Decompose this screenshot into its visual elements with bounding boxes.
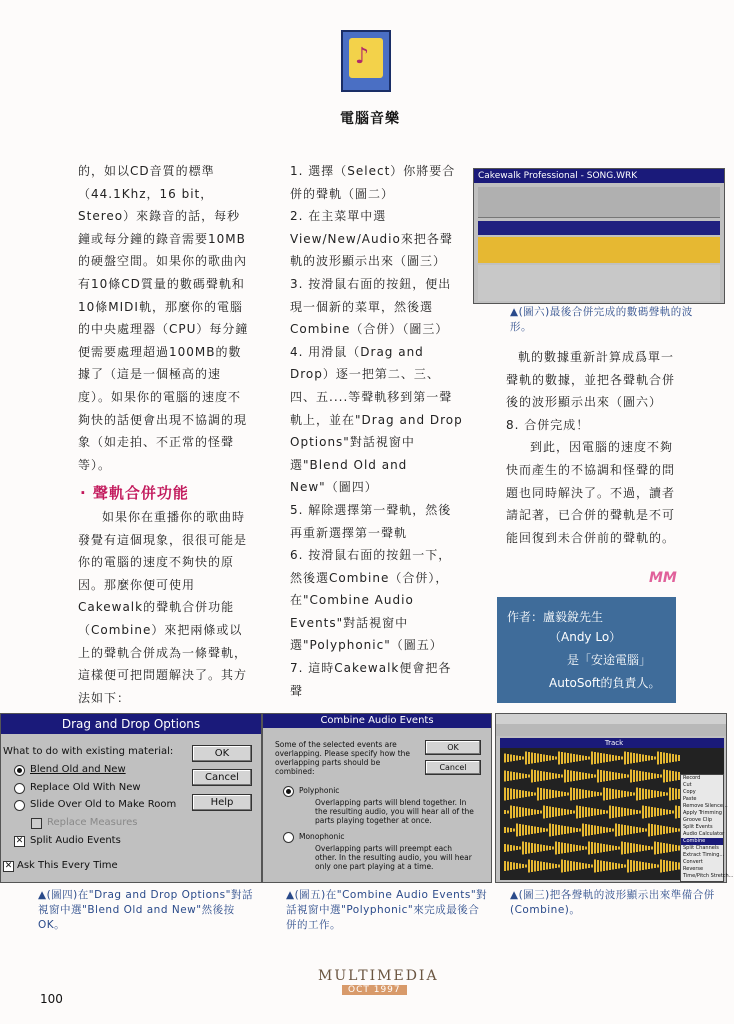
context-menu-item[interactable]: Remove Silence...: [683, 803, 728, 809]
radio-polyphonic[interactable]: [283, 786, 294, 797]
context-menu-item[interactable]: Convert: [683, 859, 703, 865]
music-logo-icon: ♪: [341, 30, 391, 92]
fig6-waveform-bottom: [478, 265, 720, 301]
option-polyphonic-label[interactable]: Polyphonic: [299, 786, 340, 795]
dlg1-question: What to do with existing material:: [3, 746, 174, 757]
col3-closing: 到此，因電腦的速度不夠快而產生的不協調和怪聲的問題也同時解決了。不過，讀者請記著，已合併的聲軌是不可能回復到未合併前的聲軌的。: [506, 440, 676, 545]
radio-slide[interactable]: [14, 800, 25, 811]
column-2-steps: [290, 160, 464, 702]
option-monophonic-label[interactable]: Monophonic: [299, 832, 345, 841]
fig3-menubar: [496, 714, 726, 724]
fig3-caption: ▲(圖三)把各聲軌的波形顯示出來準備合併(Combine)。: [510, 889, 715, 916]
checkbox-ask-every-time[interactable]: ✕: [4, 861, 13, 871]
step-item: 7. 這時Cakewalk便會把各聲: [290, 661, 452, 698]
context-menu-item[interactable]: Split Events: [683, 824, 713, 830]
fig6-track-panel: [478, 221, 720, 235]
figure-6-screenshot: [473, 168, 725, 304]
context-menu-item[interactable]: Split Channels: [683, 845, 719, 851]
author-name: 作者：盧毅銳先生: [507, 610, 604, 624]
context-menu-item[interactable]: Audio Calculator: [683, 831, 725, 837]
fig5-cancel-button[interactable]: Cancel: [425, 760, 481, 775]
ok-button[interactable]: OK: [192, 745, 252, 762]
multimedia-magazine-logo: [316, 968, 444, 1000]
dlg2-intro: Some of the selected events are overlapping. Please specify how the overlapping parts should be combined:: [275, 740, 411, 776]
context-menu-item[interactable]: Copy: [683, 789, 696, 795]
dlg2-titlebar: Combine Audio Events: [263, 714, 491, 728]
context-menu-item[interactable]: Extract Timing...: [683, 852, 725, 858]
author-role: AutoSoft的負責人。: [549, 676, 661, 690]
fig6-waveform: [478, 237, 720, 263]
context-menu-item[interactable]: Cut: [683, 782, 692, 788]
magazine-issue: OCT 1997: [342, 985, 407, 995]
fig3-toolbar: [496, 724, 726, 736]
step-item: 4. 用滑鼠（Drag and Drop）逐一把第二、三、四、五....等聲軌移到第一聲軌上，並在"Drag and Drop Options"對話視窗中選"Blend Old and New"（圖四）: [290, 344, 463, 495]
column-1b-text: [78, 506, 250, 709]
option-blend-label[interactable]: Blend Old and New: [30, 764, 126, 775]
option-monophonic-desc: Overlapping parts will preempt each other. In the resulting audio, you will hear only one part playing at a time.: [315, 844, 472, 871]
heading-text: 聲軌合併功能: [92, 484, 189, 502]
checkbox-ask-label[interactable]: Ask This Every Time: [17, 860, 118, 871]
radio-monophonic[interactable]: [283, 832, 294, 843]
column-1-text: [78, 160, 250, 476]
paragraph-2: 如果你在重播你的歌曲時發覺有這個現象，很很可能是你的電腦的速度不夠快的原因。那麼你便可使用Cakewalk的聲軌合併功能（Combine）來把兩條或以上的聲軌合併成為一條聲軌，這樣便可把問題解決了。其方法如下：: [78, 510, 248, 705]
context-menu-item[interactable]: Time/Pitch Stretch...: [683, 873, 734, 879]
section-heading: · 聲軌合併功能: [80, 484, 189, 502]
column-3-text: [506, 346, 682, 549]
fig5-caption: ▲(圖五)在"Combine Audio Events"對話視窗中選"Polyphonic"來完成最後合併的工作。: [286, 889, 488, 931]
author-company: 是「安途電腦」: [567, 653, 652, 667]
context-menu-item[interactable]: Apply Trimming: [683, 810, 722, 816]
step-item: 1. 選擇（Select）你將要合併的聲軌（圖二）: [290, 164, 456, 201]
magazine-title: MULTIMEDIA: [318, 968, 439, 984]
option-polyphonic-desc: Overlapping parts will blend together. In the resulting audio, you will hear all of the parts playing together at once.: [315, 798, 474, 825]
step-item: 2. 在主菜單中選View/New/Audio來把各聲軌的波形顯示出來（圖三）: [290, 209, 453, 269]
context-menu-item[interactable]: Groove Clip: [683, 817, 713, 823]
radio-replace[interactable]: [14, 783, 25, 794]
author-box: [497, 597, 676, 703]
dlg1-titlebar: Drag and Drop Options: [1, 714, 261, 734]
fig3-context-menu: [680, 774, 734, 882]
fig6-toolbar: [478, 187, 720, 218]
checkbox-split-audio[interactable]: ✕: [15, 836, 24, 846]
step-item: 3. 按滑鼠右面的按鈕，便出現一個新的菜單，然後選Combine（合併）（圖三）: [290, 276, 452, 337]
option-replace-label[interactable]: Replace Old With New: [30, 782, 141, 793]
help-button[interactable]: Help: [192, 794, 252, 811]
mm-signature: MM: [649, 570, 677, 586]
context-menu-item[interactable]: Reverse: [683, 866, 704, 872]
step-item: 6. 按滑鼠右面的按鈕一下，然後選Combine（合併），在"Combine Audio Events"對話視窗中選"Polyphonic"（圖五）: [290, 548, 452, 653]
cancel-button[interactable]: Cancel: [192, 769, 252, 786]
checkbox-replace-measures: [31, 818, 42, 829]
option-slide-label[interactable]: Slide Over Old to Make Room: [30, 799, 177, 810]
fig3-titlebar: Track: [500, 738, 724, 748]
fig5-ok-button[interactable]: OK: [425, 740, 481, 755]
figure-4-dialog: [0, 713, 262, 883]
section-title: 電腦音樂: [340, 111, 400, 127]
fig6-titlebar: Cakewalk Professional - SONG.WRK: [474, 169, 724, 183]
option-replace-measures-label: Replace Measures: [47, 817, 138, 828]
radio-blend[interactable]: [14, 765, 25, 776]
page-number: 100: [40, 992, 63, 1006]
col3-paragraph: 軌的數據重新計算成爲單一聲軌的數據，並把各聲軌合併後的波形顯示出來（圖六）: [506, 350, 676, 410]
context-menu-item[interactable]: Record: [683, 775, 701, 781]
checkbox-split-audio-label[interactable]: Split Audio Events: [30, 835, 121, 846]
fig4-caption: ▲(圖四)在"Drag and Drop Options"對話視窗中選"Blend Old and New"然後按OK。: [38, 889, 253, 931]
context-menu-item[interactable]: Combine: [681, 838, 723, 845]
col3-step8: 8. 合併完成！: [506, 417, 590, 432]
fig6-caption: ▲(圖六)最後合併完成的數碼聲軌的波形。: [510, 306, 693, 333]
step-item: 5. 解除選擇第一聲軌，然後再重新選擇第一聲軌: [290, 502, 452, 540]
paragraph-1: 的，如以CD音質的標準（44.1Khz，16 bit，Stereo）來錄音的話，每秒鐘或每分鐘的錄音需要10MB的硬盤空間。如果你的歌曲內有10條CD質量的數碼聲軌和10條MIDI軌，那麼你的電腦的中央處理器（CPU）每分鐘便需要處理超過100MB的數據了（這是一個極高的速度）。如果你的電腦的速度不夠快的話便會出現不協調的現象（如走拍、不正常的怪聲等）。: [78, 164, 249, 472]
context-menu-item[interactable]: Paste: [683, 796, 697, 802]
figure-3-screenshot: [495, 713, 734, 883]
figure-5-dialog: [262, 713, 492, 883]
author-english-name: （Andy Lo）: [549, 630, 622, 644]
